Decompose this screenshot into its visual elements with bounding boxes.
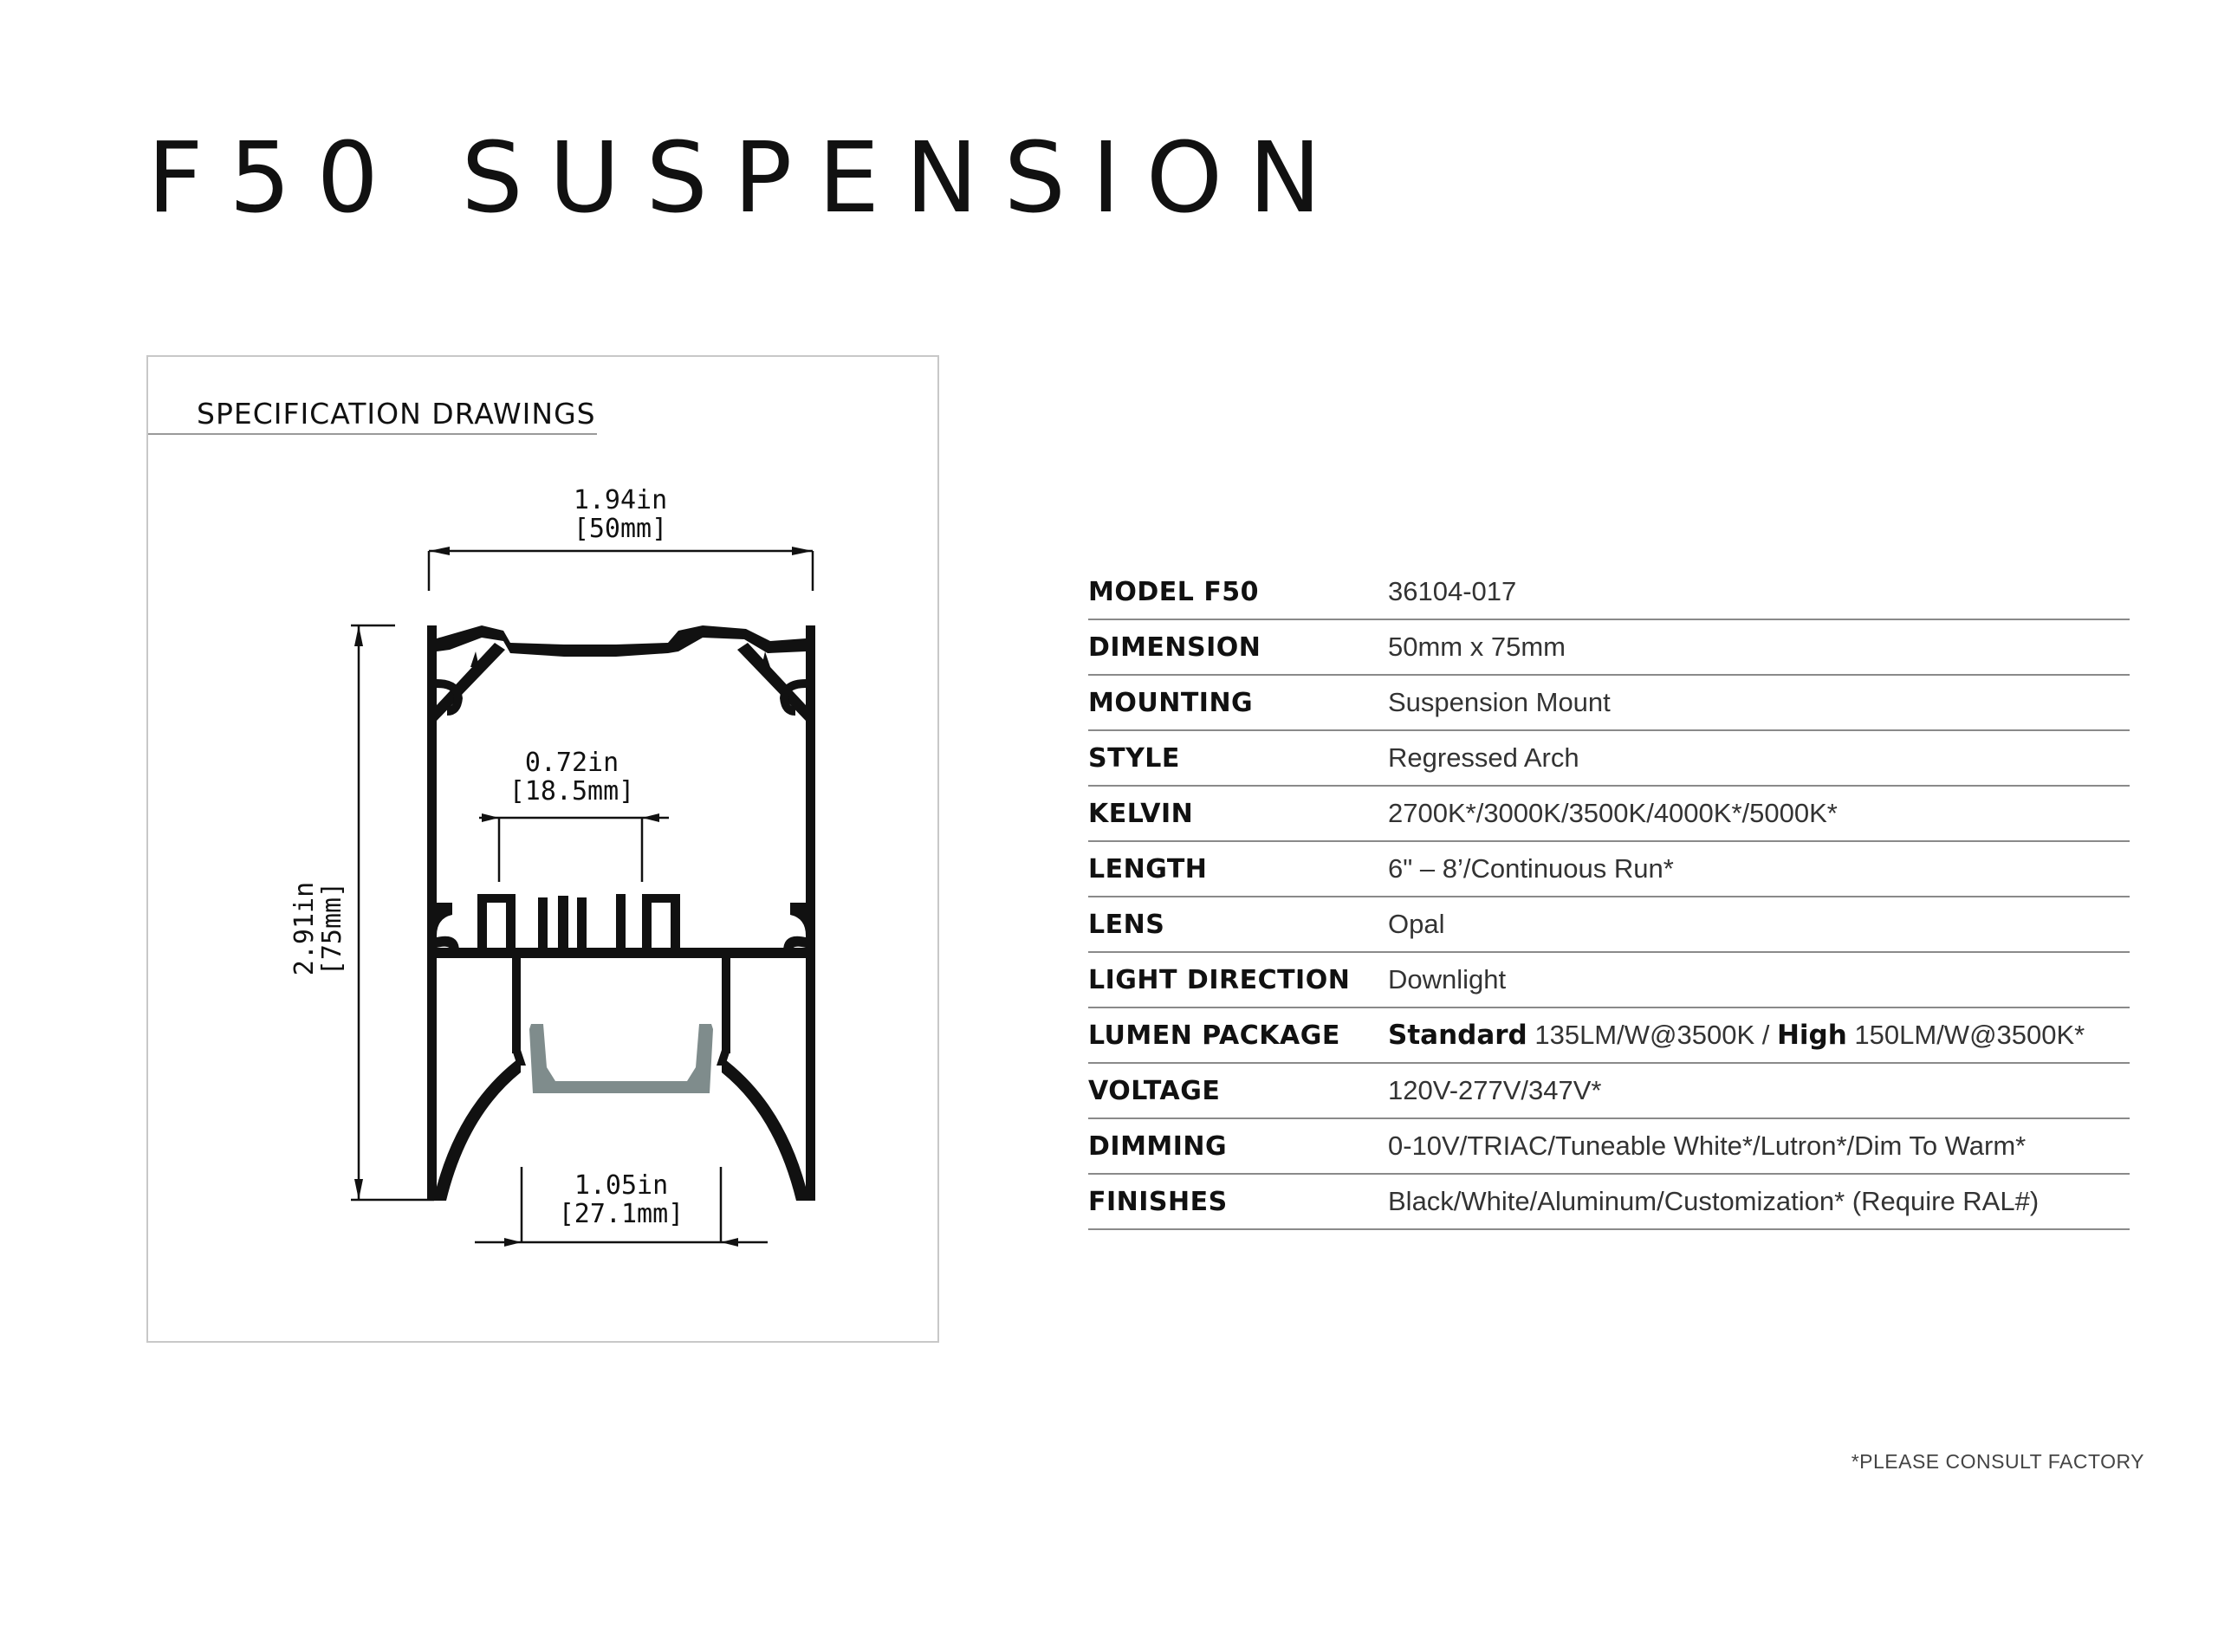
spec-key: MOUNTING bbox=[1088, 675, 1388, 730]
spec-key: LUMEN PACKAGE bbox=[1088, 1007, 1388, 1063]
specification-drawings-panel bbox=[146, 355, 939, 1343]
spec-row-light-direction bbox=[1088, 952, 2130, 1007]
spec-value: 0-10V/TRIAC/Tuneable White*/Lutron*/Dim To Warm* bbox=[1388, 1118, 2130, 1174]
bottom-in-label: 1.05in bbox=[574, 1170, 669, 1201]
width-in-label: 1.94in bbox=[573, 485, 668, 515]
spec-row-mounting bbox=[1088, 675, 2130, 730]
lumen-high-label: High bbox=[1776, 1020, 1847, 1051]
spec-value: 36104-017 bbox=[1388, 565, 2130, 619]
spec-value: Regressed Arch bbox=[1388, 730, 2130, 786]
spec-row-kelvin bbox=[1088, 786, 2130, 841]
width-mm-label: [50mm] bbox=[573, 514, 668, 544]
spec-key: VOLTAGE bbox=[1088, 1063, 1388, 1118]
spec-key: KELVIN bbox=[1088, 786, 1388, 841]
bottom-mm-label: [27.1mm] bbox=[558, 1199, 684, 1229]
lumen-standard-value: 135LM/W@3500K / bbox=[1527, 1020, 1777, 1050]
spec-value: Opal bbox=[1388, 897, 2130, 952]
spec-key: MODEL F50 bbox=[1088, 565, 1388, 619]
lumen-high-value: 150LM/W@3500K* bbox=[1846, 1020, 2085, 1050]
lumen-standard-label: Standard bbox=[1388, 1020, 1527, 1051]
footnote: *PLEASE CONSULT FACTORY bbox=[1851, 1450, 2144, 1473]
spec-row-length bbox=[1088, 841, 2130, 897]
spec-row-model bbox=[1088, 565, 2130, 619]
spec-key: LIGHT DIRECTION bbox=[1088, 952, 1388, 1007]
spec-value: Black/White/Aluminum/Customization* (Require RAL#) bbox=[1388, 1174, 2130, 1229]
spec-row-dimension bbox=[1088, 619, 2130, 675]
page-title: F50 SUSPENSION bbox=[147, 122, 1347, 235]
spec-key: LENGTH bbox=[1088, 841, 1388, 897]
spec-key: DIMMING bbox=[1088, 1118, 1388, 1174]
profile-cross-section-drawing bbox=[148, 357, 941, 1344]
spec-key: DIMENSION bbox=[1088, 619, 1388, 675]
height-dimension bbox=[351, 625, 434, 1200]
spec-key: STYLE bbox=[1088, 730, 1388, 786]
spec-row-lens bbox=[1088, 897, 2130, 952]
extrusion-profile bbox=[427, 625, 815, 1201]
specification-table bbox=[1088, 565, 2130, 1230]
spec-row-voltage bbox=[1088, 1063, 2130, 1118]
inner-mm-label: [18.5mm] bbox=[509, 776, 635, 807]
inner-in-label: 0.72in bbox=[524, 748, 619, 778]
spec-value bbox=[1388, 1007, 2130, 1063]
width-dimension bbox=[429, 547, 813, 591]
spec-value: 6" – 8’/Continuous Run* bbox=[1388, 841, 2130, 897]
height-mm-label: [75mm] bbox=[317, 881, 347, 976]
opal-lens bbox=[529, 1024, 713, 1093]
panel-heading: SPECIFICATION DRAWINGS bbox=[197, 397, 596, 431]
height-in-label: 2.91in bbox=[289, 881, 320, 976]
spec-row-style bbox=[1088, 730, 2130, 786]
spec-value: 120V-277V/347V* bbox=[1388, 1063, 2130, 1118]
spec-key: LENS bbox=[1088, 897, 1388, 952]
spec-row-lumen-package bbox=[1088, 1007, 2130, 1063]
spec-value: Downlight bbox=[1388, 952, 2130, 1007]
spec-row-finishes bbox=[1088, 1174, 2130, 1229]
spec-key: FINISHES bbox=[1088, 1174, 1388, 1229]
spec-value: Suspension Mount bbox=[1388, 675, 2130, 730]
inner-dimension bbox=[479, 813, 669, 882]
spec-value: 50mm x 75mm bbox=[1388, 619, 2130, 675]
spec-row-dimming bbox=[1088, 1118, 2130, 1174]
spec-value: 2700K*/3000K/3500K/4000K*/5000K* bbox=[1388, 786, 2130, 841]
